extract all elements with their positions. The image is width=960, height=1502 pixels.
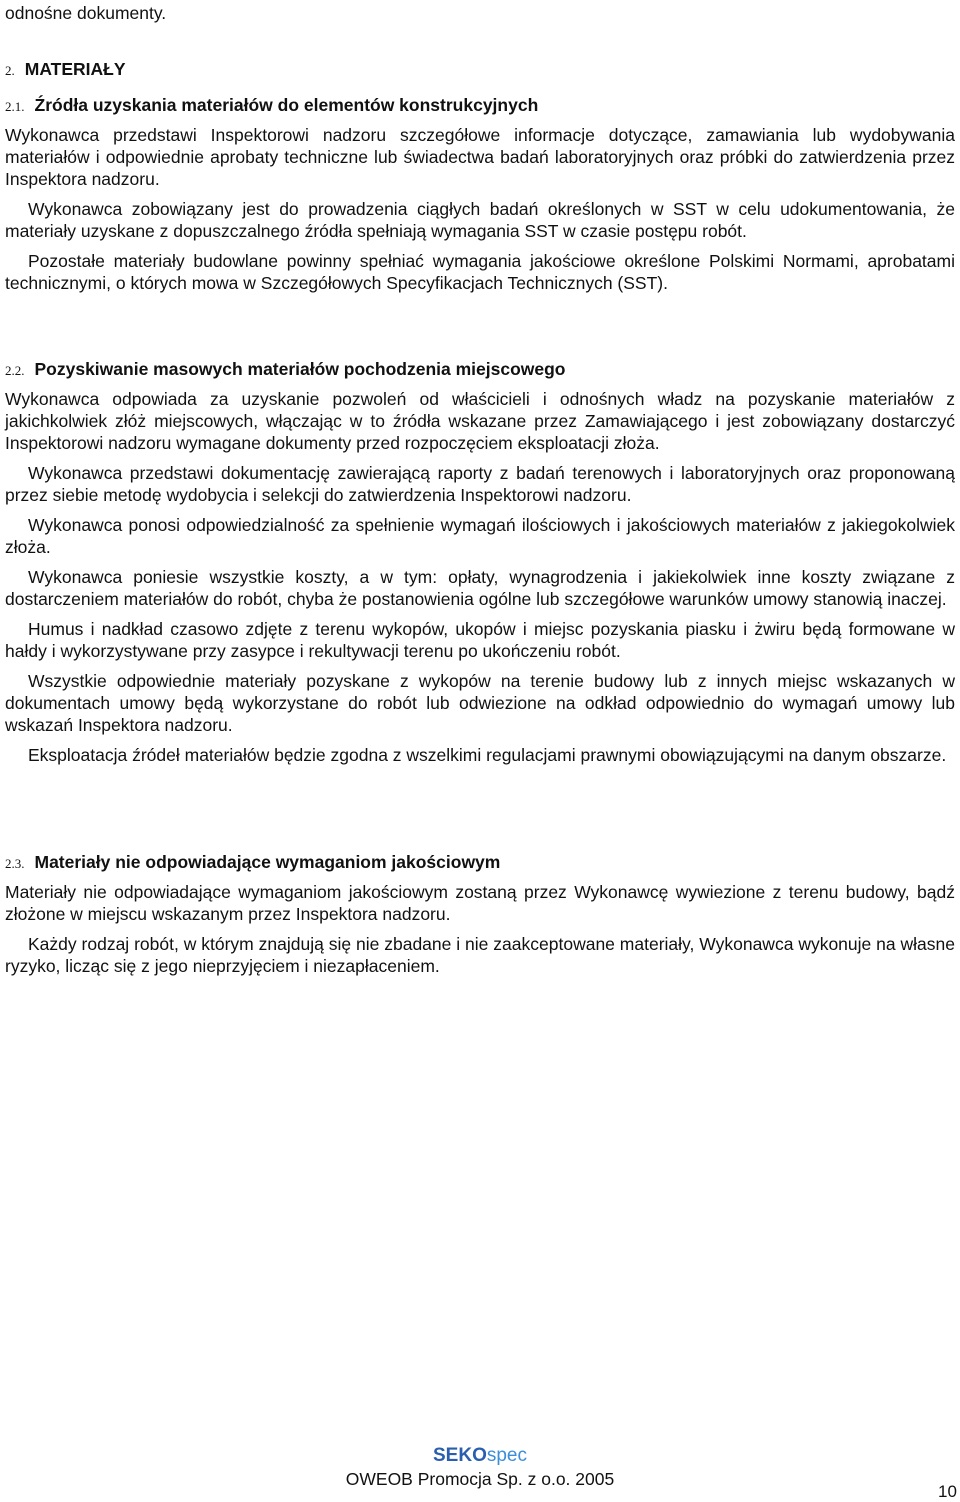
section-2-2-body (5, 388, 955, 766)
section-2-2-heading (5, 358, 566, 382)
section-number: 2. (5, 63, 15, 78)
paragraph: Pozostałe materiały budowlane powinny spełniać wymagania jakościowe określone Polskimi Normami, aprobatami technicznymi, o których mowa w Szczegółowych Specyfikacjach Technicznych (SST). (5, 251, 955, 293)
paragraph: Każdy rodzaj robót, w którym znajdują się nie zbadane i nie zaakceptowane materiały, Wykonawca wykonuje na własne ryzyko, licząc się z jego nieprzyjęciem i niezapłaceniem. (5, 934, 955, 976)
section-2-1-heading (5, 94, 538, 118)
page-number: 10 (938, 1482, 957, 1501)
paragraph: Wykonawca poniesie wszystkie koszty, a w tym: opłaty, wynagrodzenia i jakiekolwiek inne koszty związane z dostarczeniem materiałów do robót, chyba że postanowienia ogólne lub szczegółowe warunków umowy stanowią inaczej. (5, 567, 955, 609)
section-2-1-body (5, 124, 955, 294)
sekospec-logo: SEKOspec (433, 1445, 527, 1466)
paragraph: Wykonawca ponosi odpowiedzialność za spełnienie wymagań ilościowych i jakościowych materiałów z jakiegokolwiek złoża. (5, 515, 955, 557)
paragraph: Humus i nadkład czasowo zdjęte z terenu wykopów, ukopów i miejsc pozyskania piasku i żwiru będą formowane w hałdy i wykorzystywane przy zasypce i rekultywacji terenu po ukończeniu robót. (5, 619, 955, 661)
paragraph: Wszystkie odpowiednie materiały pozyskane z wykopów na terenie budowy lub z innych miejsc wskazanych w dokumentach umowy będą wykorzystane do robót lub odwiezione na odkład odpowiednio do wymagań umowy lub wskazań Inspektora nadzoru. (5, 671, 955, 735)
section-number: 2.3. (5, 856, 25, 871)
paragraph: Wykonawca zobowiązany jest do prowadzenia ciągłych badań określonych w SST w celu udokumentowania, że materiały uzyskane z dopuszczalnego źródła spełniają wymagania SST w czasie postępu robót. (5, 199, 955, 241)
section-number: 2.1. (5, 99, 25, 114)
section-title: Pozyskiwanie masowych materiałów pochodzenia miejscowego (34, 359, 566, 379)
section-number: 2.2. (5, 363, 25, 378)
section-title: Źródła uzyskania materiałów do elementów konstrukcyjnych (34, 95, 539, 115)
paragraph: Eksploatacja źródeł materiałów będzie zgodna z wszelkimi regulacjami prawnymi obowiązującymi na danym obszarze. (28, 745, 947, 765)
section-title: MATERIAŁY (24, 59, 126, 79)
intro-text: odnośne dokumenty. (5, 3, 167, 23)
paragraph: Wykonawca przedstawi Inspektorowi nadzoru szczegółowe informacje dotyczące, zamawiania lub wydobywania materiałów i odpowiednie aprobaty techniczne lub świadectwa badań laboratoryjnych oraz próbki do zatwierdzenia przez Inspektora nadzoru. (5, 125, 955, 189)
paragraph: Materiały nie odpowiadające wymaganiom jakościowym zostaną przez Wykonawcę wywiezione z terenu budowy, bądź złożone w miejscu wskazanym przez Inspektora nadzoru. (5, 882, 955, 924)
section-2-3-body (5, 881, 955, 977)
paragraph: Wykonawca odpowiada za uzyskanie pozwoleń od właścicieli i odnośnych władz na pozyskanie materiałów z jakichkolwiek złóż miejscowych, włączając w to źródła wskazane przez Zamawiającego i jest zobowiązany dostarczyć Inspektorowi nadzoru wymagane dokumenty przed rozpoczęciem eksploatacji złoża. (5, 389, 955, 453)
footer-company: OWEOB Promocja Sp. z o.o. 2005 (345, 1469, 615, 1489)
paragraph: Wykonawca przedstawi dokumentację zawierającą raporty z badań terenowych i laboratoryjnych oraz proponowaną przez siebie metodę wydobycia i selekcji do zatwierdzenia Inspektorowi nadzoru. (5, 463, 955, 505)
section-title: Materiały nie odpowiadające wymaganiom jakościowym (34, 852, 501, 872)
page-footer (0, 1444, 960, 1490)
section-2-3-heading (5, 851, 500, 875)
section-2-heading (5, 58, 126, 82)
